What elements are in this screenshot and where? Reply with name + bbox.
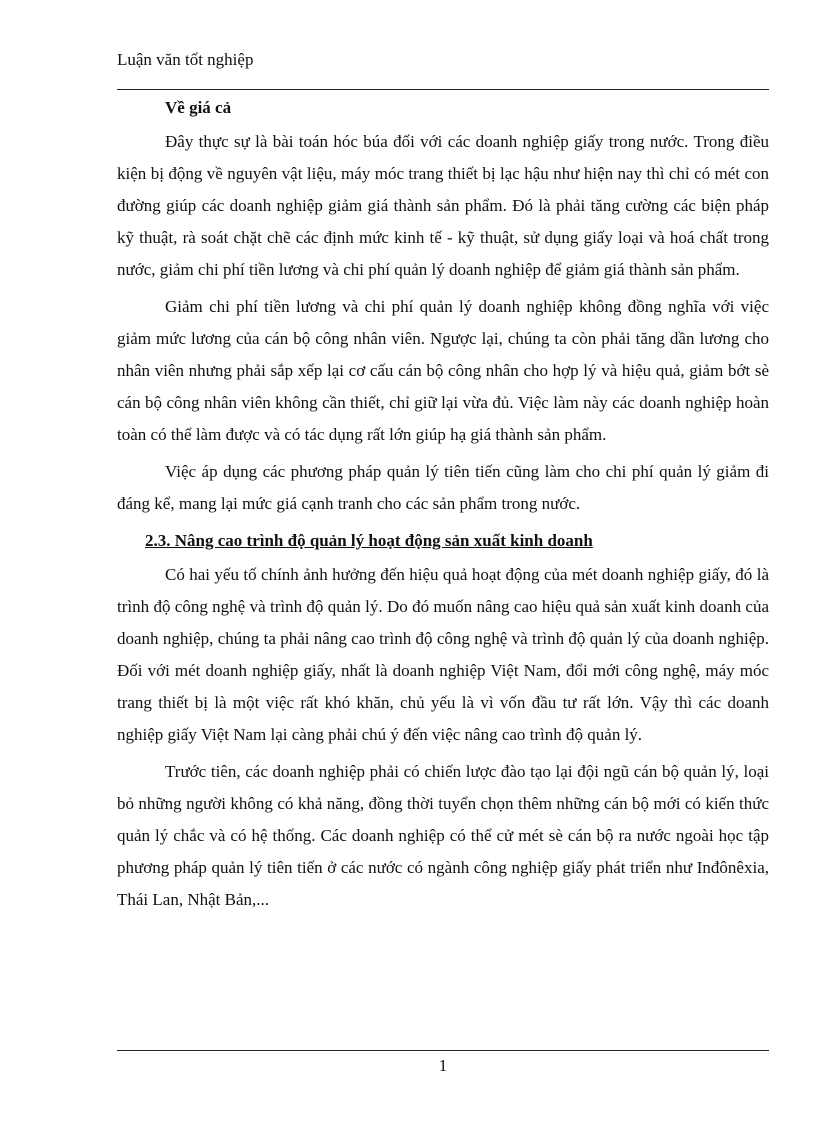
paragraph-price-3: Việc áp dụng các phương pháp quản lý tiên tiến cũng làm cho chi phí quản lý giảm đi đáng kể, mang lại mức giá cạnh tranh cho các sản phẩm trong nước. bbox=[117, 462, 769, 513]
paragraph-price-2: Giảm chi phí tiền lương và chi phí quản lý doanh nghiệp không đồng nghĩa với việc giảm mức lương của cán bộ công nhân viên. Ngược lại, chúng ta còn phải tăng dần lương cho nhân viên nhưng phải sắp xếp lại cơ cấu cán bộ công nhân cho hợp lý và hiệu quả, giảm bớt sè cán bộ công nhân viên không cần thiết, chỉ giữ lại vừa đủ. Việc làm này các doanh nghiệp hoàn toàn có thể làm được và có tác dụng rất lớn giúp hạ giá thành sản phẩm. bbox=[117, 297, 769, 444]
paragraph-management-2: Trước tiên, các doanh nghiệp phải có chiến lược đào tạo lại đội ngũ cán bộ quản lý, loại bỏ những người không có khả năng, đồng thời tuyển chọn thêm những cán bộ mới có kiến thức quản lý chắc và có hệ thống. Các doanh nghiệp có thể cử mét sè cán bộ ra nước ngoài học tập phương pháp quản lý tiên tiến ở các nước có ngành công nghiệp giấy phát triển như Inđônêxia, Thái Lan, Nhật Bản,... bbox=[117, 762, 769, 909]
price-subheading: Về giá cả bbox=[165, 98, 232, 117]
footer-divider bbox=[117, 1050, 769, 1051]
section-heading-2-3: 2.3. Nâng cao trình độ quản lý hoạt động sản xuất kinh doanh bbox=[145, 531, 593, 550]
header-divider bbox=[117, 89, 769, 90]
document-body bbox=[117, 92, 769, 921]
running-header-title: Luận văn tốt nghiệp bbox=[117, 50, 254, 69]
paragraph-management-1: Có hai yếu tố chính ảnh hưởng đến hiệu quả hoạt động của mét doanh nghiệp giấy, đó là trình độ công nghệ và trình độ quản lý. Do đó muốn nâng cao hiệu quả sản xuất kinh doanh của doanh nghiệp, chúng ta phải nâng cao trình độ công nghệ và trình độ quản lý của doanh nghiệp. Đối với mét doanh nghiệp giấy, nhất là doanh nghiệp Việt Nam, đổi mới công nghệ, máy móc trang thiết bị là một việc rất khó khăn, chủ yếu là vì vốn đầu tư rất lớn. Vậy thì các doanh nghiệp giấy Việt Nam lại càng phải chú ý đến việc nâng cao trình độ quản lý. bbox=[117, 565, 769, 744]
page-number: 1 bbox=[438, 1056, 448, 1075]
paragraph-price-1: Đây thực sự là bài toán hóc búa đối với các doanh nghiệp giấy trong nước. Trong điều kiện bị động về nguyên vật liệu, máy móc trang thiết bị lạc hậu như hiện nay thì chỉ có mét con đường giúp các doanh nghiệp giảm giá thành sản phẩm. Đó là phải tăng cường các biện pháp kỹ thuật, rà soát chặt chẽ các định mức kinh tế - kỹ thuật, sử dụng giấy loại và hoá chất trong nước, giảm chi phí tiền lương và chi phí quản lý doanh nghiệp để giảm giá thành sản phẩm. bbox=[117, 132, 769, 279]
